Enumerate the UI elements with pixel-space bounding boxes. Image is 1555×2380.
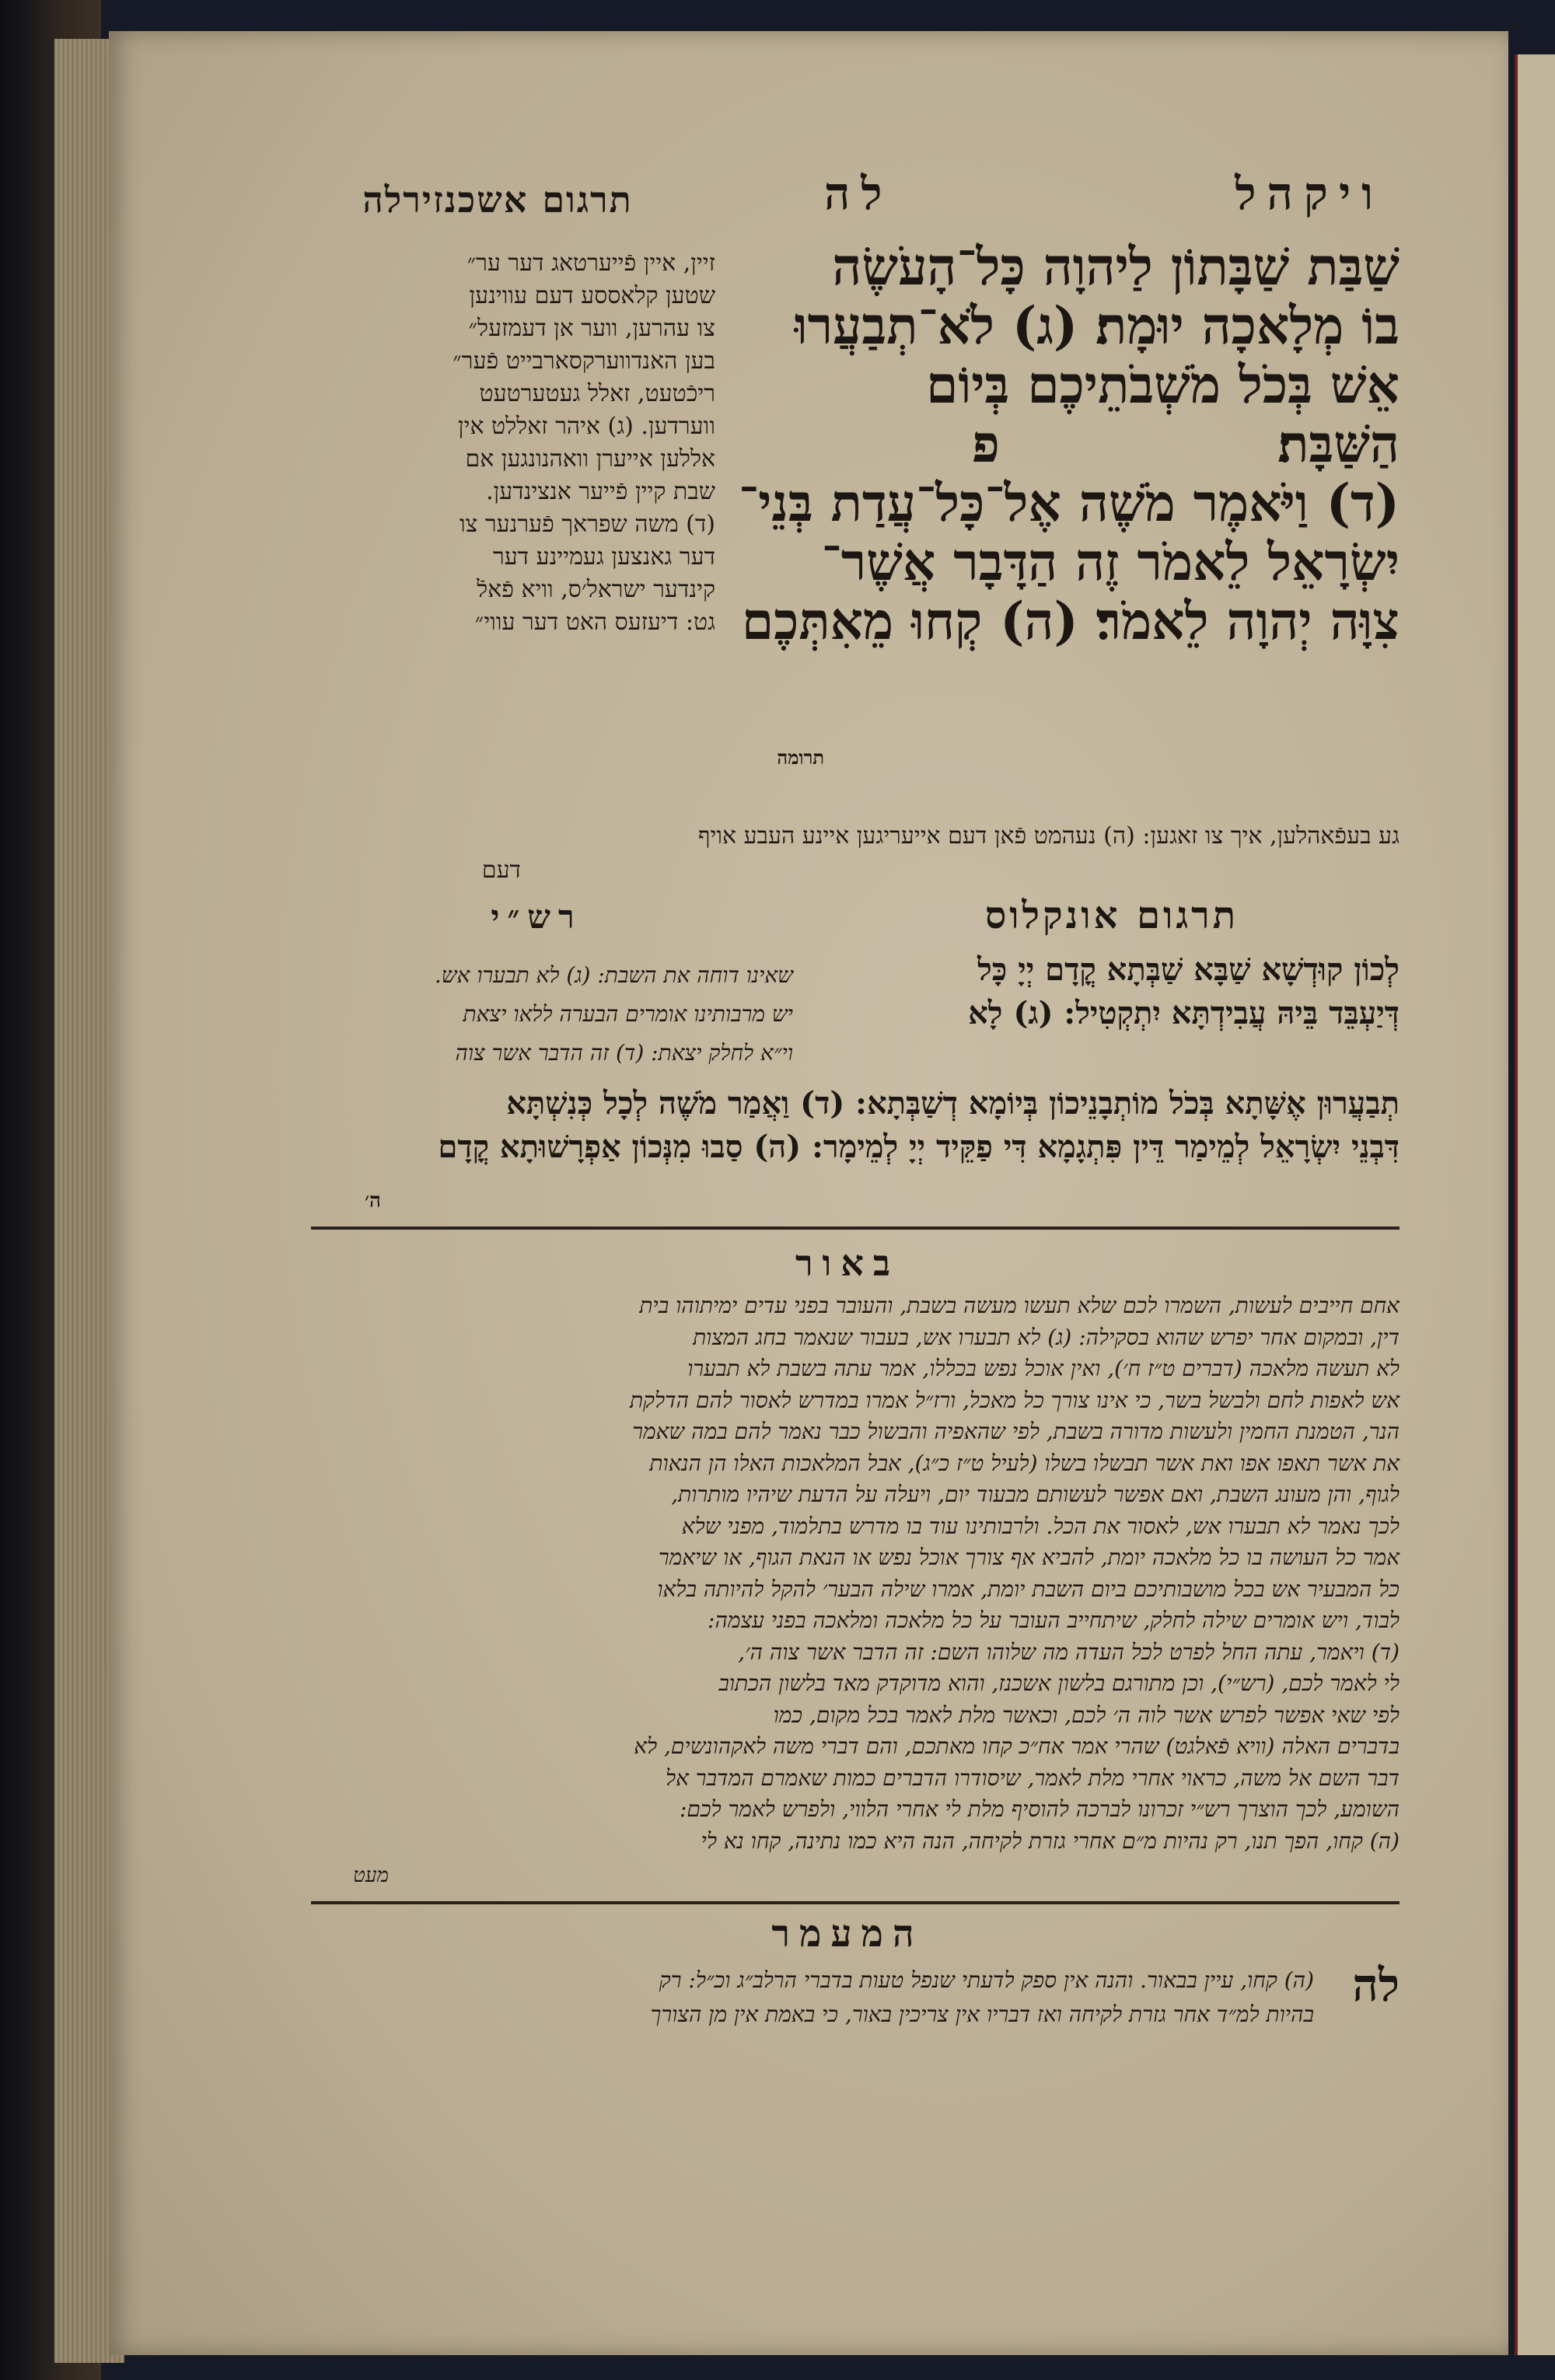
targum-line: ריכֿטעט, זאלל געטערטעט xyxy=(479,380,715,407)
targum-continuation: גע בעפֿאהלען, איך צו זאגען: (ה) נעהמט פֿאן דעם אייעריגען איינע העבע אויף xyxy=(697,822,1400,850)
chapter-number: לה xyxy=(824,167,893,220)
targum-line: קינדער ישראל׳ס, וויא פֿאלֿ xyxy=(477,576,715,603)
targum-ashkenazi-title: תרגום אשכנזירלה xyxy=(362,179,633,221)
targum-line: בען האנדווערקסארבייט פֿער״ xyxy=(453,347,715,375)
biur-title: באור xyxy=(795,1242,900,1284)
biur-line: לי לאמר לכם, (רש״י), וכן מתורגם בלשון אשכנז, והוא מדוקדק מאד בלשון הכתוב xyxy=(718,1670,1400,1696)
targum-line: ווערדען. (ג) איהר זאללט אין xyxy=(457,413,715,440)
onkelos-line: דְּיַעְבֵּד בֵּיהּ עֲבִידְתָּא יִתְקְטִיל: (ג) לָא xyxy=(968,995,1400,1031)
rashi-header xyxy=(295,898,778,937)
scripture-line: הַשַּׁבָּת׃ xyxy=(1277,414,1400,474)
biur-header xyxy=(295,1242,1400,1284)
biur-line: כל המבעיר אש בכל מושבותיכם ביום השבת יומת, אמרו שילה הבער׳ להקל להיותה בלאו xyxy=(657,1576,1400,1602)
rashi-line: שאינו דוחה את השבת: (ג) לא תבערו אש. xyxy=(434,962,793,988)
biur-line: אש לאפות לחם ולבשל בשר, כי אינו צורך כל מאכל, ורז״ל אמרו במדרש לאסור להם הדלקת xyxy=(629,1387,1400,1413)
rashi-catchword: ה׳ xyxy=(365,1189,381,1213)
biur-line: לפי שאי אפשר לפרש אשר לוה ה׳ לכם, וכאשר מלת לאמר בכל מקום, כמו xyxy=(773,1701,1400,1728)
hameamer-line: (ה) קחו, עיין בבאור. והנה אין ספק לדעתי שנפל טעות בדברי הרלב״ג וכ״ל: רק xyxy=(659,1967,1314,1993)
hameamer-header xyxy=(295,1912,1400,1956)
scripture-line: שַׁבַּת שַׁבָּתוֹן לַיהוָה כָּל־הָעֹשֶׂה xyxy=(832,236,1400,297)
scripture-text xyxy=(738,236,1400,651)
hameamer-text xyxy=(295,1963,1314,2032)
hameamer-title: המעמר xyxy=(771,1912,924,1956)
onkelos-line: דִּבְנֵי יִשְׂרָאֵל לְמֵימַר דֵּין פִּתְגָמָא דִּי פַקֵּיד יְיָ לְמֵימָר: (ה) סַבוּ מִנְּכוֹן אַפְרָשׁוּתָא קֳדָם xyxy=(438,1129,1400,1165)
targum-ashkenazi-header xyxy=(295,179,700,221)
targum-line: זיין, איין פֿייערטאג דער ער״ xyxy=(466,250,715,277)
scripture-line: בוֹ מְלָאכָה יוּמָת׃ (ג) לֹא־תְבַעֲרוּ xyxy=(794,295,1400,356)
onkelos-line: לְכוֹן קוּדְשָׁא שַׁבָּא שַׁבְּתָא קֳדָם יְיָ כָּל xyxy=(977,951,1400,988)
rashi-title: רש״י xyxy=(491,898,582,936)
biur-line: לכך נאמר לא תבערו אש, לאסור את הכל. ולרבותינו עוד בו מדרש בתלמוד, מפני שלא xyxy=(681,1513,1400,1539)
scripture-header xyxy=(824,167,1384,220)
biur-line: אחם חייבים לעשות, השמרו לכם שלא תעשו מעשה בשבת, והעובר בפני עדים ימיתוהו בית xyxy=(639,1293,1400,1318)
biur-line: (ה) קחו, הפך תנו, רק נהיות מ״ם אחרי גזרת לקיחה, הנה היא כמו נתינה, קחו נא לי xyxy=(701,1827,1400,1854)
biur-line: לבוד, ויש אומרים שילה לחלק, שיתחייב העובר על כל מלאכה ומלאכה בפני עצמה: xyxy=(708,1607,1400,1633)
onkelos-header xyxy=(824,894,1400,937)
targum-continuation-tail: דעם xyxy=(481,857,521,884)
scripture-line: (ד) וַיֹּאמֶר מֹשֶׁה אֶל־כָּל־עֲדַת בְּנֵי־ xyxy=(738,473,1400,533)
biur-catchword: מעט xyxy=(353,1864,389,1887)
biur-line: את אשר תאפו אפו ואת אשר תבשלו בשלו (לעיל ט״ז כ״ג), אבל המלאכות האלו הן הנאות xyxy=(649,1450,1400,1476)
scripture-catchword: תרומה xyxy=(777,746,824,769)
onkelos-line: תְבַעֲרוּן אֶשָּׁתָא בְּכֹל מוֹתְבָנֵיכוֹן בְּיוֹמָא דְשַׁבְּתָא: (ד) וַאֲמַר מֹשֶׁה לְכָל כְּנִשְׁתָּא xyxy=(506,1085,1400,1122)
targum-yiddish-text xyxy=(295,247,715,639)
onkelos-text-top xyxy=(809,948,1400,1035)
targum-line: שטען קלאססע דעם עווינען xyxy=(469,282,715,309)
targum-line: גט: דיעזעס האט דער עווי״ xyxy=(474,609,715,636)
biur-text xyxy=(295,1290,1400,1857)
parsha-name: ויקהל xyxy=(1235,167,1384,220)
biur-line: דבר השם אל משה, כראוי אחרי מלת לאמר, שיסודרו הדברים כמות שאמרם המדבר אל xyxy=(665,1764,1400,1791)
targum-line: צו עהרען, ווער אן דעמזעל״ xyxy=(468,315,715,342)
rashi-line: יש מרבותינו אומרים הבערה ללאו יצאת xyxy=(463,1001,793,1027)
scripture-line: צִוָּה יְהוָה לֵאמֹר׃ (ה) קְחוּ מֵאִתְּכֶם xyxy=(741,591,1400,651)
onkelos-text-bottom xyxy=(295,1082,1400,1169)
biur-line: הנר, הטמנת החמין ולעשות מדורה בשבת, לפי שהאפיה והבשול כבר נאמר להם במה שאמר xyxy=(632,1419,1400,1444)
divider-line xyxy=(311,1901,1400,1904)
biur-line: (ד) ויאמר, עתה החל לפרט לכל העדה מה שלוהו השם: זה הדבר אשר צוה ה׳, xyxy=(738,1638,1400,1665)
hameamer-line: בהיות למ״ד אחר גזרת לקיחה ואז דבריו אין צריכין באור, כי באמת אין מן הצורך xyxy=(650,2001,1314,2027)
targum-line: (ד) משה שפראך פֿערנער צו xyxy=(460,511,715,538)
onkelos-title: תרגום אונקלוס xyxy=(984,894,1239,937)
biur-line: דין, ובמקום אחר יפרש שהוא בסקילה: (ג) לא תבערו אש, בעבור שנאמר בחג המצות xyxy=(693,1324,1400,1350)
biur-line: לא תעשה מלאכה (דברים ט״ז ח׳), ואין אוכל נפש בכללו, אמר עתה בשבת לא תבערו xyxy=(687,1356,1400,1381)
hameamer-chapter: לה xyxy=(1352,1959,1400,2012)
book-page xyxy=(109,31,1508,2355)
targum-line: דער גאנצען געמיינע דער xyxy=(492,543,715,571)
divider-line xyxy=(311,1227,1400,1230)
rashi-line: וי״א לחלק יצאת: (ד) זה הדבר אשר צוה xyxy=(455,1040,793,1066)
scripture-line: יִשְׂרָאֵל לֵאמֹר זֶה הַדָּבָר אֲשֶׁר־ xyxy=(821,532,1400,592)
biur-line: לגוף, והן מעונג השבת, ואם אפשר לעשותם מבעוד יום, ויעלה על הדעת שיהיו מותרות, xyxy=(671,1481,1400,1507)
biur-line: בדברים האלה (וויא פֿאלגט) שהרי אמר אח״כ קחו מאתכם, והם דברי משה לאקהונשים, לא xyxy=(634,1733,1400,1759)
targum-line: שבת קיין פֿייער אנצינדען. xyxy=(486,478,715,505)
rashi-text xyxy=(295,956,793,1073)
next-page-edge xyxy=(1515,54,1555,2355)
biur-line: השומע, לכך הוצרך רש״י זכרונו לברכה להוסיף מלת לי אחרי הלווי, ולפרש לאמר לכם: xyxy=(679,1796,1400,1822)
targum-line: אללען אייערן וואהנונגען אם xyxy=(465,445,715,473)
biur-line: אמר כל העושה בו כל מלאכה יומת, להביא אף צורך אוכל נפש או הנאת הגוף, או שיאמר xyxy=(658,1544,1400,1570)
petucha-marker: פ xyxy=(972,414,1000,474)
scripture-line: אֵשׁ בְּכֹל מֹשְׁבֹתֵיכֶם בְּיוֹם xyxy=(926,354,1400,415)
